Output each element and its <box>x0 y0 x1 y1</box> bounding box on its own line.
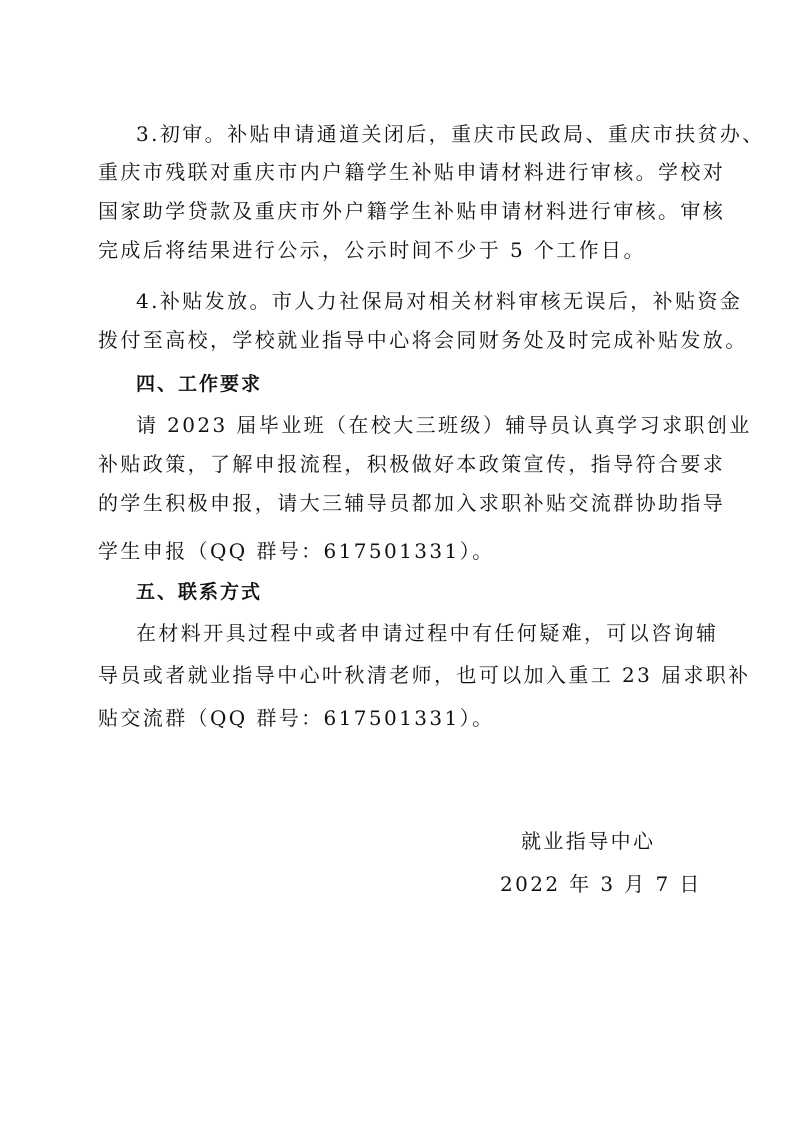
section5-line-3: 贴交流群（QQ 群号：617501331）。 <box>98 706 495 730</box>
section4-line-2: 补贴政策，了解申报流程，积极做好本政策宣传，指导符合要求 <box>98 452 726 476</box>
item3-line-3: 国家助学贷款及重庆市外户籍学生补贴申请材料进行审核。审核 <box>98 199 726 223</box>
section-heading-contact: 五、联系方式 <box>136 581 263 603</box>
item3-line-4: 完成后将结果进行公示，公示时间不少于 5 个工作日。 <box>98 238 646 262</box>
section5-line-1: 在材料开具过程中或者申请过程中有任何疑难，可以咨询辅 <box>136 621 719 645</box>
item3-line-2: 重庆市残联对重庆市内户籍学生补贴申请材料进行审核。学校对 <box>98 160 726 184</box>
signature-date: 2022 年 3 月 7 日 <box>500 872 702 896</box>
section-heading-work-requirements: 四、工作要求 <box>136 373 263 395</box>
item4-line-2: 拨付至高校，学校就业指导中心将会同财务处及时完成补贴发放。 <box>98 328 748 352</box>
section4-line-1: 请 2023 届毕业班（在校大三班级）辅导员认真学习求职创业 <box>136 413 752 437</box>
section4-line-3: 的学生积极申报，请大三辅导员都加入求职补贴交流群协助指导 <box>98 491 726 515</box>
item3-line-1: 3.初审。补贴申请通道关闭后，重庆市民政局、重庆市扶贫办、 <box>136 122 765 146</box>
section5-line-2: 导员或者就业指导中心叶秋清老师，也可以加入重工 23 届求职补 <box>98 663 751 687</box>
signature-org: 就业指导中心 <box>521 829 656 853</box>
item4-line-1: 4.补贴发放。市人力社保局对相关材料审核无误后，补贴资金 <box>136 289 743 313</box>
section4-line-4: 学生申报（QQ 群号：617501331）。 <box>98 539 495 563</box>
